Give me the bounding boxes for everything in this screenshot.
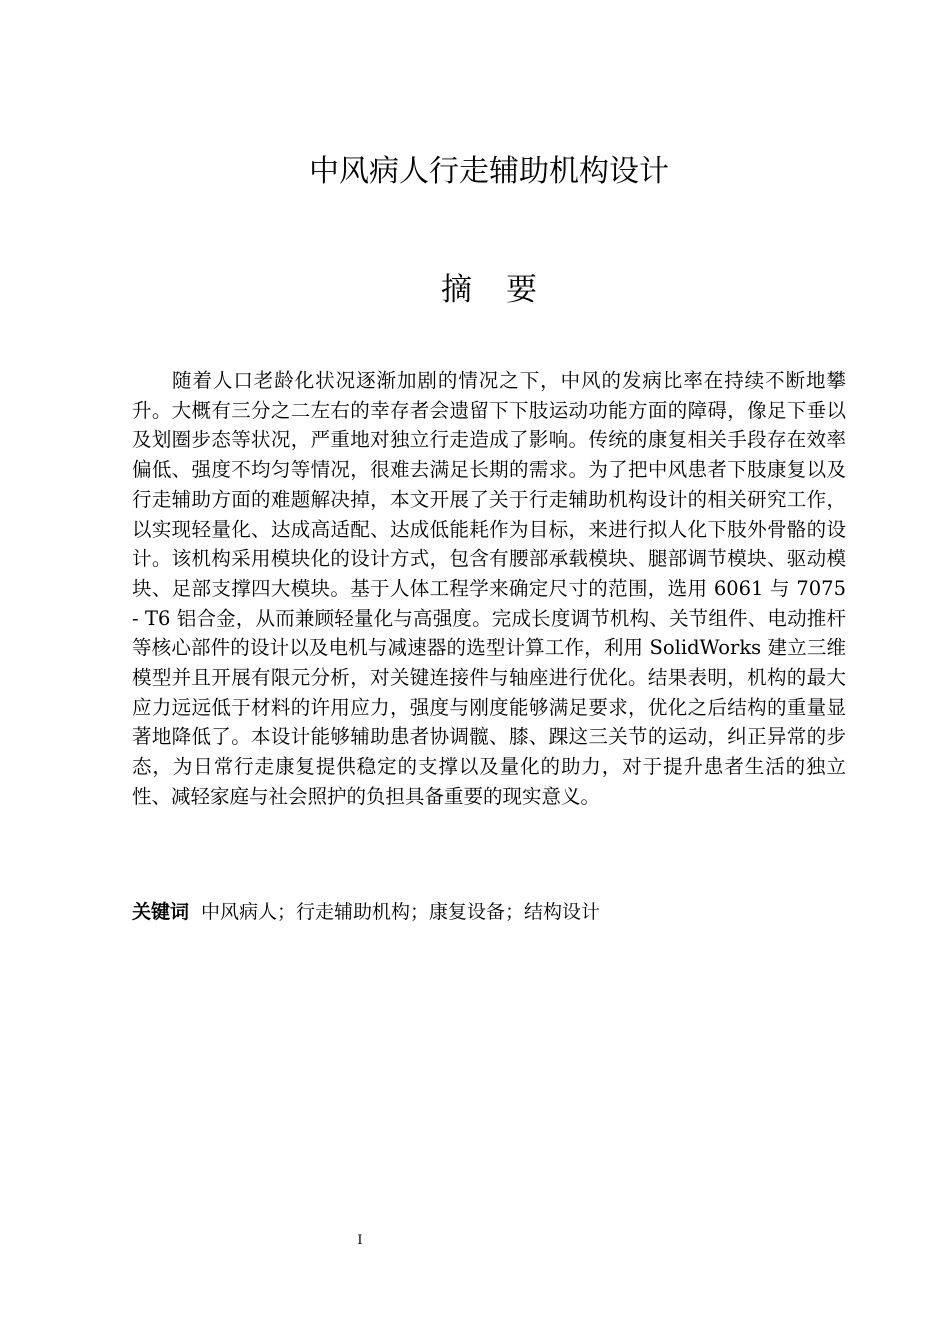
- keywords-line: [132, 897, 846, 927]
- abstract-heading: 摘要: [441, 272, 571, 308]
- page-number: I: [357, 1233, 363, 1248]
- abstract-body: 随着人口老龄化状况逐渐加剧的情况之下，中风的发病比率在持续不断地攀升。大概有三分之二左右的幸存者会遗留下下肢运动功能方面的障碍，像足下垂以及划圈步态等状况，严重地对独立行走造成了影响。传统的康复相关手段存在效率偏低、强度不均匀等情况，很难去满足长期的需求。为了把中风患者下肢康复以及行走辅助方面的难题解决掉，本文开展了关于行走辅助机构设计的相关研究工作，以实现轻量化、达成高适配、达成低能耗作为目标，来进行拟人化下肢外骨骼的设计。该机构采用模块化的设计方式，包含有腰部承载模块、腿部调节模块、驱动模块、足部支撑四大模块。基于人体工程学来确定尺寸的范围，选用 6061 与 7075 - T6 铝合金，从而兼顾轻量化与高强度。完成长度调节机构、关节组件、电动推杆等核心部件的设计以及电机与减速器的选型计算工作，利用 SolidWorks 建立三维模型并且开展有限元分析，对关键连接件与轴座进行优化。结果表明，机构的最大应力远远低于材料的许用应力，强度与刚度能够满足要求，优化之后结构的重量显著地降低了。本设计能够辅助患者协调髋、膝、踝这三关节的运动，纠正异常的步态，为日常行走康复提供稳定的支撑以及量化的助力，对于提升患者生活的独立性、减轻家庭与社会照护的负担具备重要的现实意义。: [132, 369, 846, 808]
- keywords-label: 关键词: [132, 901, 190, 923]
- keywords-text: 中风病人；行走辅助机构；康复设备；结构设计: [201, 901, 601, 923]
- document-title: 中风病人行走辅助机构设计: [309, 154, 669, 189]
